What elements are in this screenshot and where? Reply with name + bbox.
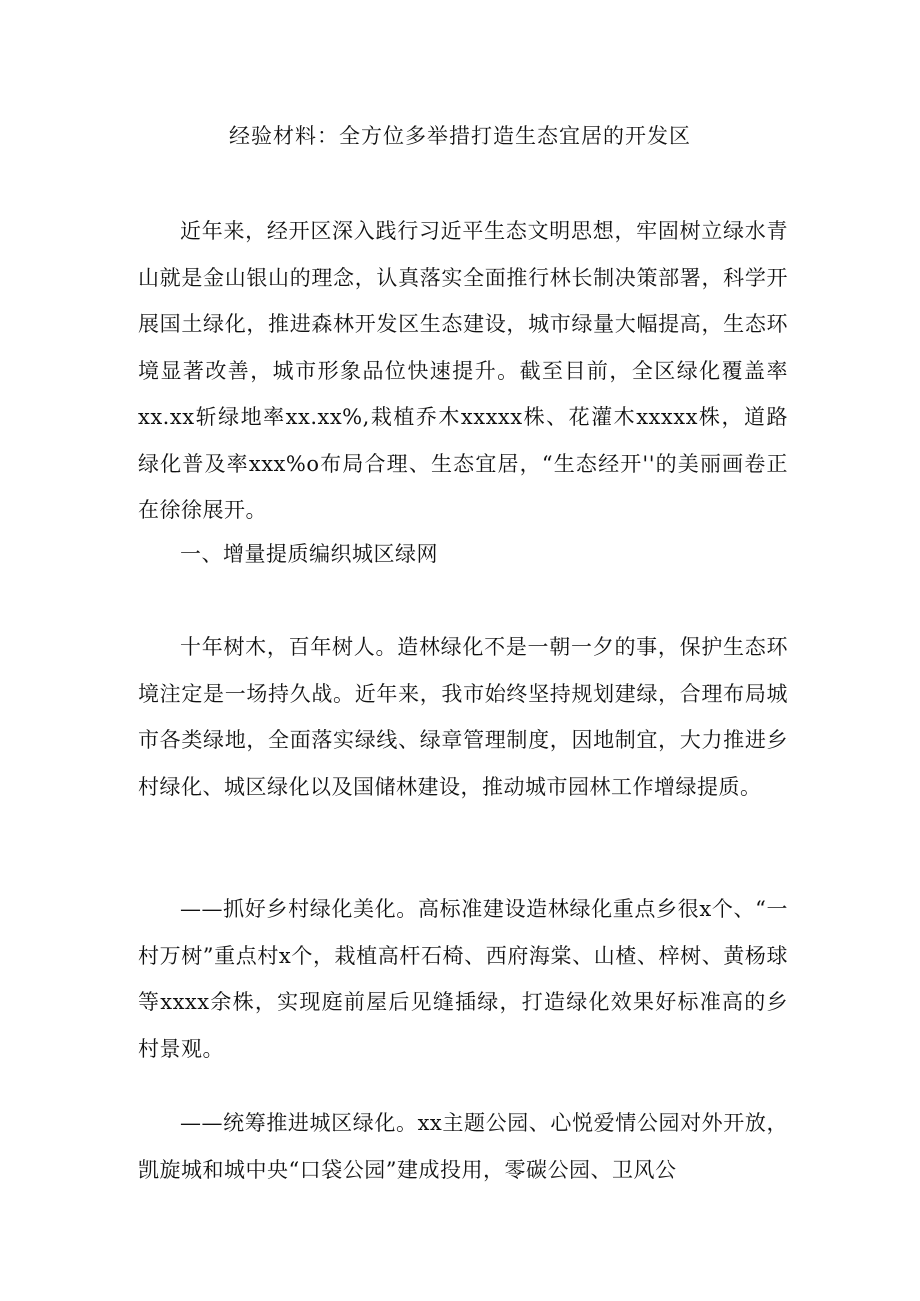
section-paragraph: 十年树木，百年树人。造林绿化不是一朝一夕的事，保护生态环境注定是一场持久战。近年来，我市始终坚持规划建绿，合理布局城市各类绿地，全面落实绿线、绿章管理制度，因地制宜，大力推进乡村绿化、城区绿化以及国储林建设，推动城市园林工作增绿提质。	[138, 635, 788, 799]
list-item-rural-greening: ——抓好乡村绿化美化。高标准建设造林绿化重点乡很x个、“一村万树”重点村x个，栽植高杆石椅、西府海棠、山楂、梓树、黄杨球等xxxx余株，实现庭前屋后见缝插绿，打造绿化效果好标准高的乡村景观。	[138, 897, 788, 1061]
intro-paragraph: 近年来，经开区深入践行习近平生态文明思想，牢固树立绿水青山就是金山银山的理念，认真落实全面推行林长制决策部署，科学开展国土绿化，推进森林开发区生态建设，城市绿量大幅提高，生态环境显著改善，城市形象品位快速提升。截至目前，全区绿化覆盖率xx.xx斩绿地率xx.xx%,栽植乔木xxxxx株、花灌木xxxxx株，道路绿化普及率xxx%o布局合理、生态宜居，“生态经开''的美丽画卷正在徐徐展开。	[138, 219, 788, 522]
section-heading: 一、增量提质编织城区绿网	[180, 542, 438, 566]
list-item-urban-greening: ——统筹推进城区绿化。xx主题公园、心悦爱情公园对外开放，凯旋城和城中央“口袋公园”建成投用，零碳公园、卫风公	[138, 1111, 788, 1182]
document-title: 经验材料：全方位多举措打造生态宜居的开发区	[229, 124, 691, 148]
